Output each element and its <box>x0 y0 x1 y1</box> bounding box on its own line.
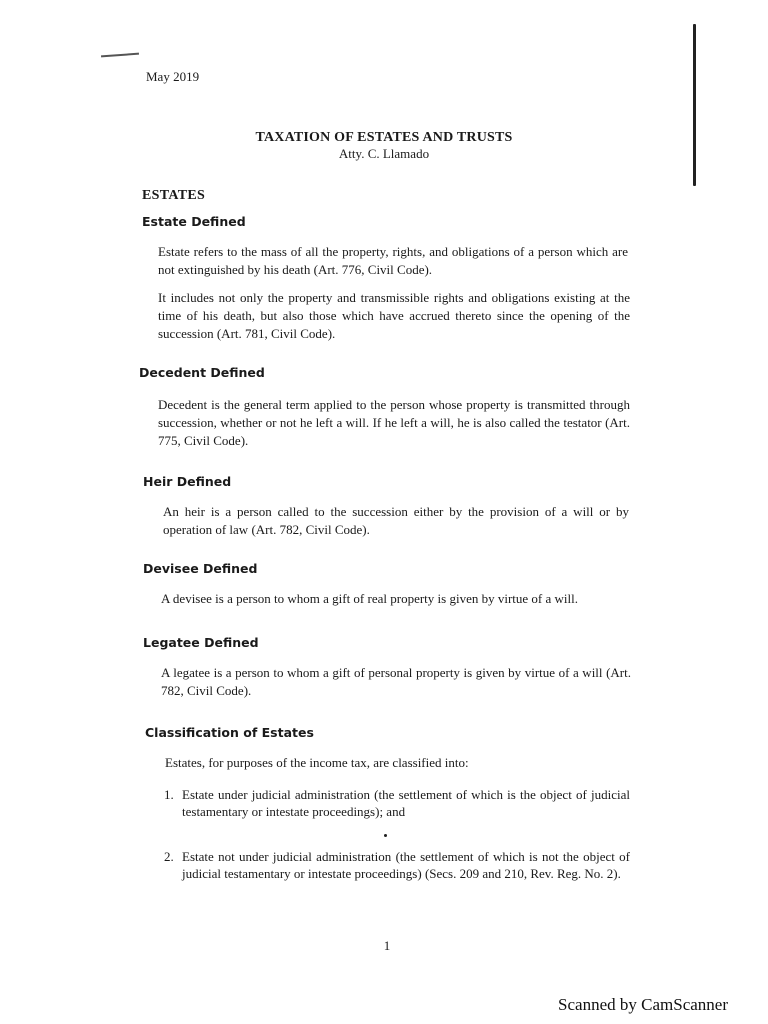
paragraph-legatee: A legatee is a person to whom a gift of personal property is given by virtue of a will (Art. 782, Civil Code). <box>161 665 631 698</box>
heading-devisee-defined: Devisee Defined <box>143 561 258 576</box>
heading-classification: Classification of Estates <box>145 725 314 740</box>
paragraph-estate-2: It includes not only the property and transmissible rights and obligations existing at the time of his death, but also those which have accrued thereto since the opening of the succession (Art. 781, Civil Code). <box>158 290 630 341</box>
heading-legatee-defined: Legatee Defined <box>143 635 259 650</box>
heading-decedent-defined: Decedent Defined <box>139 365 265 380</box>
document-author: Atty. C. Llamado <box>338 146 430 161</box>
list-item <box>164 786 630 820</box>
paragraph-classification-intro: Estates, for purposes of the income tax, are classified into: <box>165 755 469 770</box>
list-item-text: Estate under judicial administration (the settlement of which is the object of judicial testamentary or intestate proceedings); and <box>182 787 630 819</box>
paragraph-devisee: A devisee is a person to whom a gift of real property is given by virtue of a will. <box>161 591 578 606</box>
document-title: TAXATION OF ESTATES AND TRUSTS <box>255 130 513 145</box>
heading-heir-defined: Heir Defined <box>143 474 232 489</box>
paragraph-decedent: Decedent is the general term applied to the person whose property is transmitted through succession, whether or not he left a will. If he left a will, he is also called the testator (Art. 775, Civil Code). <box>158 397 630 448</box>
scan-speck <box>384 834 387 837</box>
list-item-number: 1. <box>164 787 174 802</box>
page-number: 1 <box>383 938 391 953</box>
paragraph-heir: An heir is a person called to the succession either by the provision of a will or by operation of law (Art. 782, Civil Code). <box>163 504 629 537</box>
section-heading: ESTATES <box>142 188 206 203</box>
list-item-number: 2. <box>164 849 174 864</box>
document-date: May 2019 <box>146 69 200 84</box>
pen-mark <box>101 53 139 58</box>
scanner-watermark: Scanned by CamScanner <box>558 995 728 1014</box>
paragraph-estate-1: Estate refers to the mass of all the property, rights, and obligations of a person which are not extinguished by his death (Art. 776, Civil Code). <box>158 244 628 277</box>
list-item <box>164 848 630 882</box>
heading-estate-defined: Estate Defined <box>142 214 246 229</box>
list-item-text: Estate not under judicial administration (the settlement of which is not the object of judicial testamentary or intestate proceedings) (Secs. 209 and 210, Rev. Reg. No. 2). <box>182 849 630 881</box>
